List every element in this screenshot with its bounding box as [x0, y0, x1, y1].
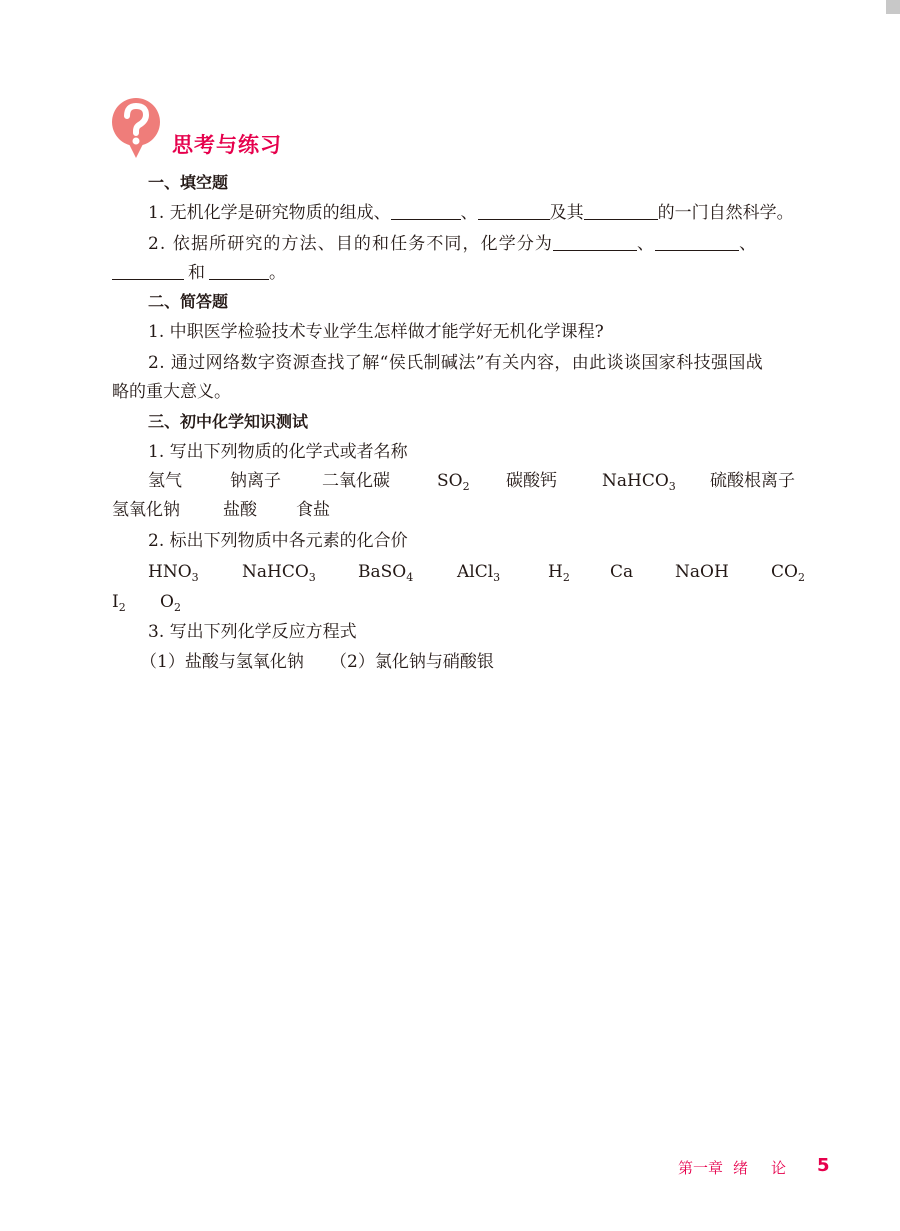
test-q3-part2: （2）氯化钠与硝酸银: [330, 652, 494, 672]
substance-item: 硫酸根离子: [710, 471, 795, 491]
substance-item: 盐酸: [223, 500, 257, 520]
substance-item: 钠离子: [230, 471, 281, 491]
fill-blank-q2-cont: [112, 261, 286, 285]
q2-sep: 、: [739, 234, 758, 254]
formula-nahco3: NaHCO$_3$: [602, 471, 676, 493]
footer-chapter: 第一章: [678, 1159, 724, 1177]
test-q2: 2. 标出下列物质中各元素的化合价: [148, 531, 408, 551]
formula-alcl3: AlCl$_3$: [457, 562, 501, 584]
footer-chapter-name: 绪 论: [733, 1159, 791, 1177]
formula-i2: $I_2$: [112, 592, 126, 614]
substance-item: 氢气: [148, 471, 182, 491]
test-q3: 3. 写出下列化学反应方程式: [148, 622, 357, 642]
short-answer-q1: 1. 中职医学检验技术专业学生怎样做才能学好无机化学课程?: [148, 322, 604, 342]
q2-sep: 、: [637, 234, 656, 254]
formula-so2: $SO_2$: [437, 471, 470, 493]
q2-end: 。: [269, 263, 286, 283]
page-number: 5: [817, 1155, 830, 1176]
q1-sep: 、: [460, 203, 478, 223]
answer-blank[interactable]: [112, 261, 184, 280]
short-answer-q2: 2. 通过网络数字资源查找了解“侯氏制碱法”有关内容，由此谈谈国家科技强国战: [148, 353, 764, 373]
test-q1: 1. 写出下列物质的化学式或者名称: [148, 442, 408, 462]
question-mark-icon: [110, 96, 166, 160]
answer-blank[interactable]: [655, 232, 739, 251]
formula-baso4: BaSO$_4$: [358, 562, 414, 584]
q1-text-c: 的一门自然科学。: [657, 203, 794, 223]
section-title: 思考与练习: [172, 133, 282, 157]
formula-co2: $CO_2$: [771, 562, 805, 584]
formula-o2: $O_2$: [160, 592, 181, 614]
exercise-header: [110, 96, 610, 160]
substance-item: 碳酸钙: [506, 471, 557, 491]
substance-item: 食盐: [296, 500, 330, 520]
formula-nahco3: NaHCO$_3$: [242, 562, 316, 584]
chemistry-test-heading: 三、初中化学知识测试: [148, 412, 309, 431]
q1-text-b: 及其: [549, 203, 584, 223]
answer-blank[interactable]: [209, 261, 269, 280]
formula-ca: Ca: [610, 562, 634, 582]
short-answer-heading: 二、简答题: [148, 292, 229, 311]
formula-h2: $H_2$: [548, 562, 570, 584]
fill-blank-q2: [148, 232, 757, 256]
q2-and: 和: [188, 263, 205, 283]
substance-item: 氢氧化钠: [112, 500, 180, 520]
answer-blank[interactable]: [584, 201, 658, 220]
answer-blank[interactable]: [478, 201, 550, 220]
fill-blank-heading: 一、填空题: [148, 173, 229, 192]
formula-hno3: $HNO_3$: [148, 562, 199, 584]
answer-blank[interactable]: [553, 232, 637, 251]
short-answer-q2-cont: 略的重大意义。: [112, 382, 231, 402]
test-q3-part1: （1）盐酸与氢氧化钠: [140, 652, 304, 672]
answer-blank[interactable]: [391, 201, 461, 220]
fill-blank-q1: [148, 201, 794, 225]
q1-text-a: 1. 无机化学是研究物质的组成、: [148, 203, 391, 223]
formula-naoh: NaOH: [675, 562, 729, 582]
q2-text-a: 2. 依据所研究的方法、目的和任务不同，化学分为: [148, 234, 554, 254]
substance-item: 二氧化碳: [322, 471, 390, 491]
corner-mark: [886, 0, 900, 14]
